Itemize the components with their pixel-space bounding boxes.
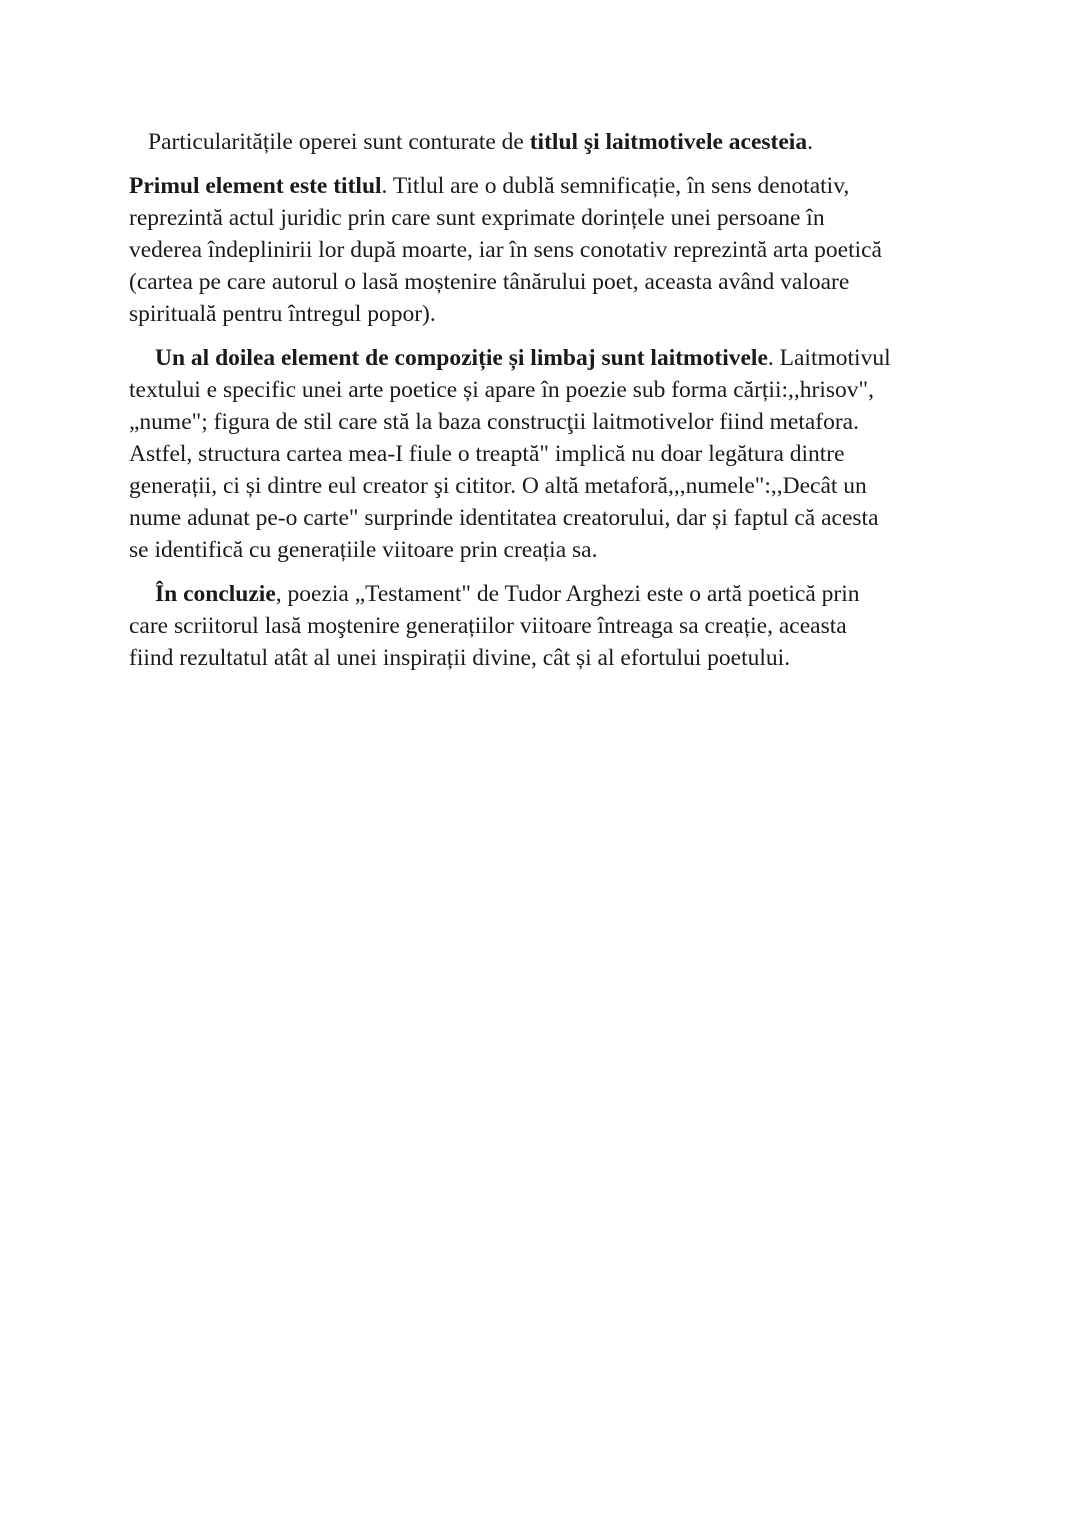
- paragraph-intro-tail: .: [807, 129, 813, 155]
- paragraph-title-element-emphasis: Primul element este titlul: [129, 173, 382, 199]
- paragraph-intro: [129, 126, 959, 158]
- document-body: [129, 126, 959, 686]
- paragraph-title-element: [129, 170, 959, 330]
- paragraph-laitmotive-element: [129, 342, 959, 566]
- paragraph-laitmotive-element-text: . Laitmotivul textului e specific unei arte poetice și apare în poezie sub forma cărții:,,hrisov", „nume"; figura de stil care stă la baza construcţii laitmotivelor fiind metafora. Astfel, structura cartea mea-I fiule o treaptă" implică nu doar legătura dintre generații, ci și dintre eul creator şi cititor. O altă metaforă,,,numele":,,Decât un nume adunat pe-o carte" surprinde identitatea creatorului, dar și faptul că acesta se identifică cu generațiile viitoare prin creația sa.: [129, 345, 891, 563]
- paragraph-title-element-text: . Titlul are o dublă semnificație, în sens denotativ, reprezintă actul juridic prin care sunt exprimate dorințele unei persoane în vederea îndeplinirii lor după moarte, iar în sens conotativ reprezintă arta poetică (cartea pe care autorul o lasă moștenire tânărului poet, aceasta având valoare spirituală pentru întregul popor).: [129, 173, 882, 327]
- paragraph-intro-emphasis: titlul şi laitmotivele acesteia: [529, 129, 808, 155]
- paragraph-laitmotive-element-emphasis: Un al doilea element de compoziție și limbaj sunt laitmotivele: [155, 345, 768, 371]
- paragraph-conclusion-text: , poezia „Testament" de Tudor Arghezi este o artă poetică prin care scriitorul lasă moştenire generațiilor viitoare întreaga sa creație, aceasta fiind rezultatul atât al unei inspirații divine, cât și al efortului poetului.: [129, 581, 860, 671]
- paragraph-conclusion: [129, 578, 959, 674]
- paragraph-intro-text: Particularitățile operei sunt conturate de: [148, 129, 530, 155]
- paragraph-conclusion-emphasis: În concluzie: [155, 581, 276, 607]
